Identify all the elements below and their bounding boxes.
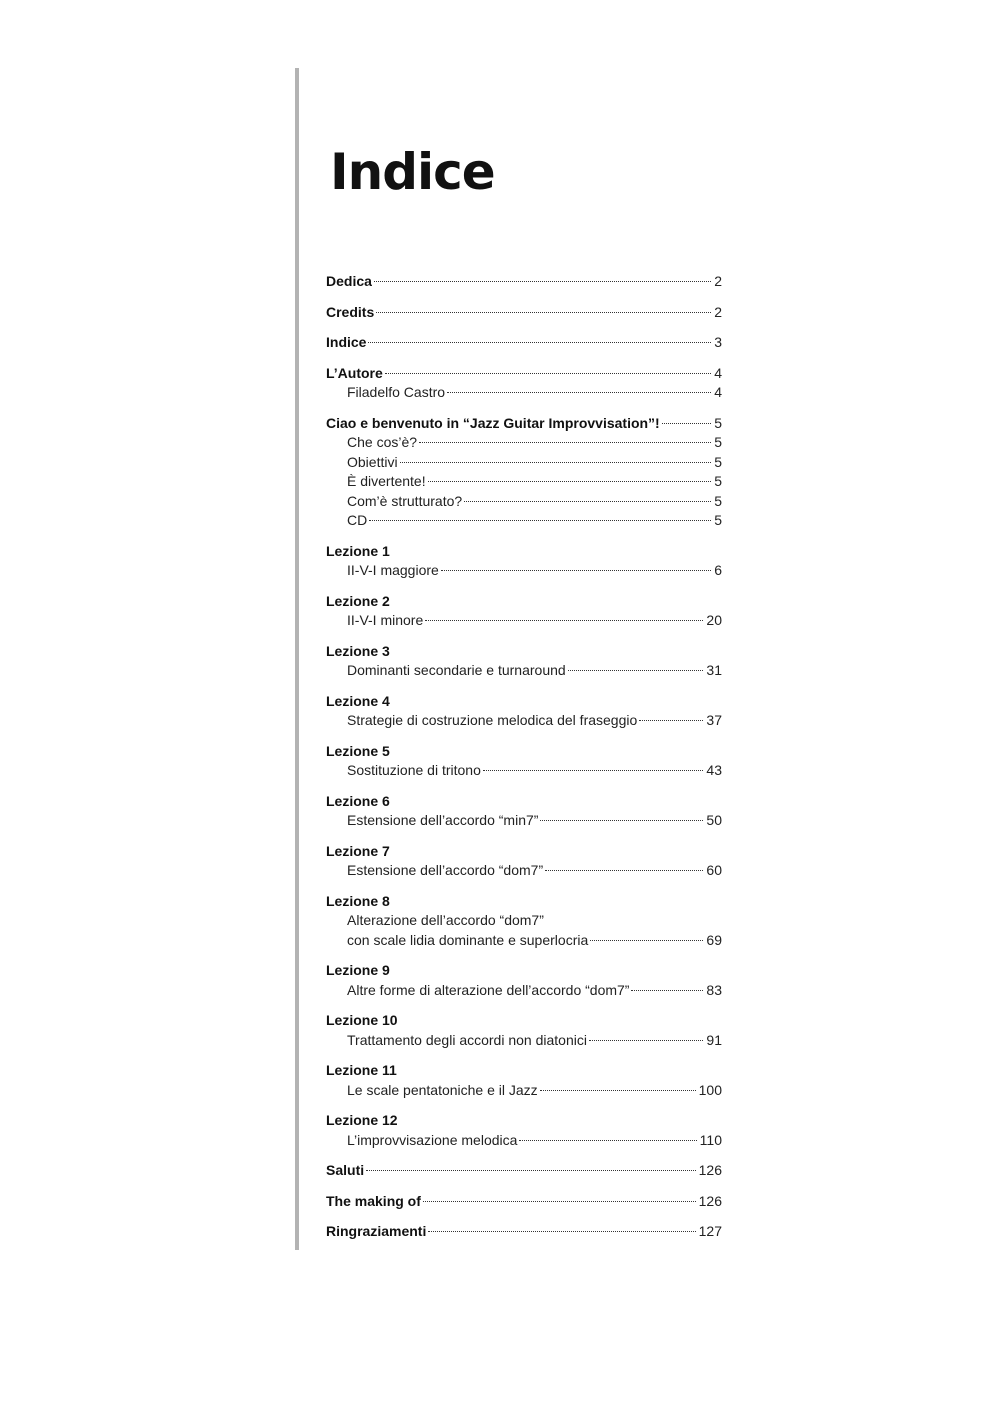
dot-leader: [419, 442, 711, 443]
page-number: 5: [714, 434, 722, 450]
toc-entry-label: Dominanti secondarie e turnaround: [347, 662, 566, 678]
toc-heading-label: Lezione 9: [326, 962, 390, 978]
toc-section: [326, 303, 722, 323]
page-number: 4: [714, 364, 722, 381]
toc-entry-label: Estensione dell’accordo “dom7”: [347, 862, 544, 878]
toc-heading-label: Indice: [326, 334, 367, 350]
page-number: 5: [714, 512, 722, 528]
page-number: 5: [714, 414, 722, 431]
toc-entry-label: Trattamento degli accordi non diatonici: [347, 1031, 587, 1048]
page-number: 5: [714, 492, 722, 509]
toc-entry-label: CD: [347, 512, 368, 528]
toc-entry-label: Alterazione dell’accordo “dom7”: [347, 912, 544, 928]
page-title: Indice: [330, 143, 495, 201]
toc-heading-lezione-4[interactable]: [326, 692, 722, 712]
toc-entry-obiettivi[interactable]: [326, 453, 722, 473]
dot-leader: [374, 281, 711, 282]
toc-entry-cd[interactable]: [326, 511, 722, 531]
toc-entry-label: Strategie di costruzione melodica del fraseggio: [347, 712, 638, 728]
dot-leader: [540, 1090, 696, 1091]
toc-heading-lezione-3[interactable]: [326, 642, 722, 662]
dot-leader: [400, 462, 712, 463]
toc-heading-lezione-5[interactable]: [326, 742, 722, 762]
toc-heading-lezione-2[interactable]: [326, 592, 722, 612]
toc-entry-label: Com’è strutturato?: [347, 492, 463, 509]
toc-heading-label: Ciao e benvenuto in “Jazz Guitar Improvvisation”!: [326, 414, 660, 431]
toc-heading-label: Lezione 4: [326, 692, 390, 709]
toc-heading-lezione-8[interactable]: [326, 892, 722, 912]
toc-section: [326, 1192, 722, 1212]
dot-leader: [545, 870, 703, 871]
toc-heading-lautore[interactable]: [326, 364, 722, 384]
toc-entry-label: Altre forme di alterazione dell’accordo “dom7”: [347, 981, 630, 998]
toc-entry-limprovvisazione-melodica[interactable]: [326, 1131, 722, 1151]
toc-entry-dominanti-secondarie-e-turnaround[interactable]: [326, 661, 722, 681]
toc-entry-label: II-V-I maggiore: [347, 562, 439, 578]
page-number: 50: [706, 812, 722, 828]
toc-section: [326, 414, 722, 531]
toc-heading-label: Saluti: [326, 1162, 365, 1178]
dot-leader: [423, 1201, 696, 1202]
toc-heading-label: Lezione 2: [326, 592, 390, 609]
toc-heading-lezione-10[interactable]: [326, 1011, 722, 1031]
page-number: 100: [698, 1081, 722, 1098]
toc-entry-label: con scale lidia dominante e superlocria: [347, 931, 589, 948]
toc-section: [326, 1161, 722, 1181]
toc-section: [326, 1011, 722, 1050]
toc-heading-lezione-1[interactable]: [326, 542, 722, 562]
toc-entry-label: Che cos’è?: [347, 434, 418, 450]
toc-heading-label: Lezione 5: [326, 742, 390, 759]
toc-heading-label: Lezione 6: [326, 792, 390, 809]
toc-entry-estensione-dellaccordo-min7[interactable]: [326, 811, 722, 831]
toc-entry-sostituzione-di-tritono[interactable]: [326, 761, 722, 781]
dot-leader: [385, 373, 711, 374]
toc-heading-lezione-6[interactable]: [326, 792, 722, 812]
page-number: 69: [706, 931, 722, 948]
toc-section: [326, 642, 722, 681]
dot-leader: [464, 501, 711, 502]
toc-entry-trattamento-degli-accordi-non-diatonici[interactable]: [326, 1031, 722, 1051]
toc-heading-label: Ringraziamenti: [326, 1223, 427, 1239]
toc-section: [326, 692, 722, 731]
toc-entry-label: È divertente!: [347, 473, 426, 489]
dot-leader: [369, 520, 711, 521]
toc-heading-label: L’Autore: [326, 364, 383, 381]
dot-leader: [589, 1040, 703, 1041]
table-of-contents: [326, 272, 722, 1253]
toc-heading-lezione-12[interactable]: [326, 1111, 722, 1131]
page-number: 20: [706, 612, 722, 628]
dot-leader: [631, 990, 703, 991]
dot-leader: [366, 1170, 696, 1171]
toc-entry-estensione-dellaccordo-dom7[interactable]: [326, 861, 722, 881]
page-number: 5: [714, 473, 722, 489]
page-number: 110: [699, 1131, 722, 1148]
toc-section: [326, 542, 722, 581]
toc-entry-label: Obiettivi: [347, 453, 398, 470]
toc-section: [326, 272, 722, 292]
toc-heading-label: The making of: [326, 1192, 421, 1209]
margin-rule: [295, 68, 299, 1250]
toc-section: [326, 364, 722, 403]
toc-heading-label: Lezione 3: [326, 642, 390, 659]
page-number: 60: [706, 862, 722, 878]
page-number: 91: [706, 1031, 722, 1048]
dot-leader: [376, 312, 711, 313]
toc-heading-label: Lezione 8: [326, 892, 390, 909]
page-number: 83: [706, 981, 722, 998]
page-number: 43: [706, 762, 722, 778]
toc-entry-ii-v-i-minore[interactable]: [326, 611, 722, 631]
toc-heading-label: Lezione 11: [326, 1062, 397, 1078]
toc-section: [326, 792, 722, 831]
toc-heading-credits[interactable]: [326, 303, 722, 323]
toc-heading-dedica[interactable]: [326, 272, 722, 292]
toc-section: [326, 1222, 722, 1242]
toc-section: [326, 333, 722, 353]
page-number: 6: [714, 562, 722, 578]
toc-section: [326, 742, 722, 781]
dot-leader: [368, 342, 711, 343]
toc-entry-label: Le scale pentatoniche e il Jazz: [347, 1081, 538, 1098]
toc-section: [326, 1061, 722, 1100]
toc-heading-the-making-of[interactable]: [326, 1192, 722, 1212]
dot-leader: [428, 1231, 695, 1232]
page-number: 31: [706, 662, 722, 678]
toc-heading-lezione-9[interactable]: [326, 961, 722, 981]
toc-entry-label: L’improvvisazione melodica: [347, 1131, 518, 1148]
toc-entry-label: Filadelfo Castro: [347, 384, 446, 400]
toc-entry-con-scale-lidia-dominante-e-superlocria[interactable]: [326, 931, 722, 951]
toc-heading-label: Lezione 10: [326, 1012, 398, 1028]
toc-heading-label: Lezione 12: [326, 1112, 398, 1128]
dot-leader: [568, 670, 704, 671]
page-number: 5: [714, 453, 722, 470]
dot-leader: [519, 1140, 696, 1141]
page-number: 37: [706, 712, 722, 728]
toc-heading-label: Dedica: [326, 273, 372, 289]
toc-section: [326, 961, 722, 1000]
toc-section: [326, 842, 722, 881]
toc-heading-lezione-11[interactable]: [326, 1061, 722, 1081]
toc-entry-ii-v-i-maggiore[interactable]: [326, 561, 722, 581]
toc-entry-filadelfo-castro[interactable]: [326, 383, 722, 403]
dot-leader: [540, 820, 703, 821]
dot-leader: [662, 423, 711, 424]
toc-section: [326, 892, 722, 951]
toc-entry-altre-forme-di-alterazione-dellaccordo-dom7[interactable]: [326, 981, 722, 1001]
page-number: 127: [698, 1223, 722, 1239]
page-number: 3: [714, 334, 722, 350]
page-number: 126: [698, 1162, 722, 1178]
page-number: 2: [714, 273, 722, 289]
dot-leader: [428, 481, 712, 482]
dot-leader: [447, 392, 711, 393]
page-number: 2: [714, 303, 722, 320]
toc-heading-label: Lezione 7: [326, 842, 390, 859]
toc-entry-alterazione-dellaccordo-dom7[interactable]: [326, 911, 722, 931]
toc-heading-ciao-e-benvenuto-in-jazz-guitar-improvvisation[interactable]: [326, 414, 722, 434]
dot-leader: [425, 620, 703, 621]
page-number: 126: [698, 1192, 722, 1209]
toc-heading-indice[interactable]: [326, 333, 722, 353]
toc-heading-label: Lezione 1: [326, 542, 390, 559]
toc-entry-label: Estensione dell’accordo “min7”: [347, 812, 539, 828]
page-number: 4: [714, 384, 722, 400]
toc-entry-le-scale-pentatoniche-e-il-jazz[interactable]: [326, 1081, 722, 1101]
toc-entry-label: Sostituzione di tritono: [347, 762, 481, 778]
toc-entry-che-cosè[interactable]: [326, 433, 722, 453]
toc-section: [326, 592, 722, 631]
toc-entry-è-divertente[interactable]: [326, 472, 722, 492]
toc-heading-ringraziamenti[interactable]: [326, 1222, 722, 1242]
toc-heading-label: Credits: [326, 303, 375, 320]
dot-leader: [483, 770, 704, 771]
dot-leader: [441, 570, 711, 571]
toc-entry-strategie-di-costruzione-melodica-del-fraseggio[interactable]: [326, 711, 722, 731]
toc-section: [326, 1111, 722, 1150]
dot-leader: [590, 940, 703, 941]
toc-entry-comè-strutturato[interactable]: [326, 492, 722, 512]
toc-heading-saluti[interactable]: [326, 1161, 722, 1181]
toc-entry-label: II-V-I minore: [347, 612, 424, 628]
dot-leader: [639, 720, 703, 721]
toc-heading-lezione-7[interactable]: [326, 842, 722, 862]
